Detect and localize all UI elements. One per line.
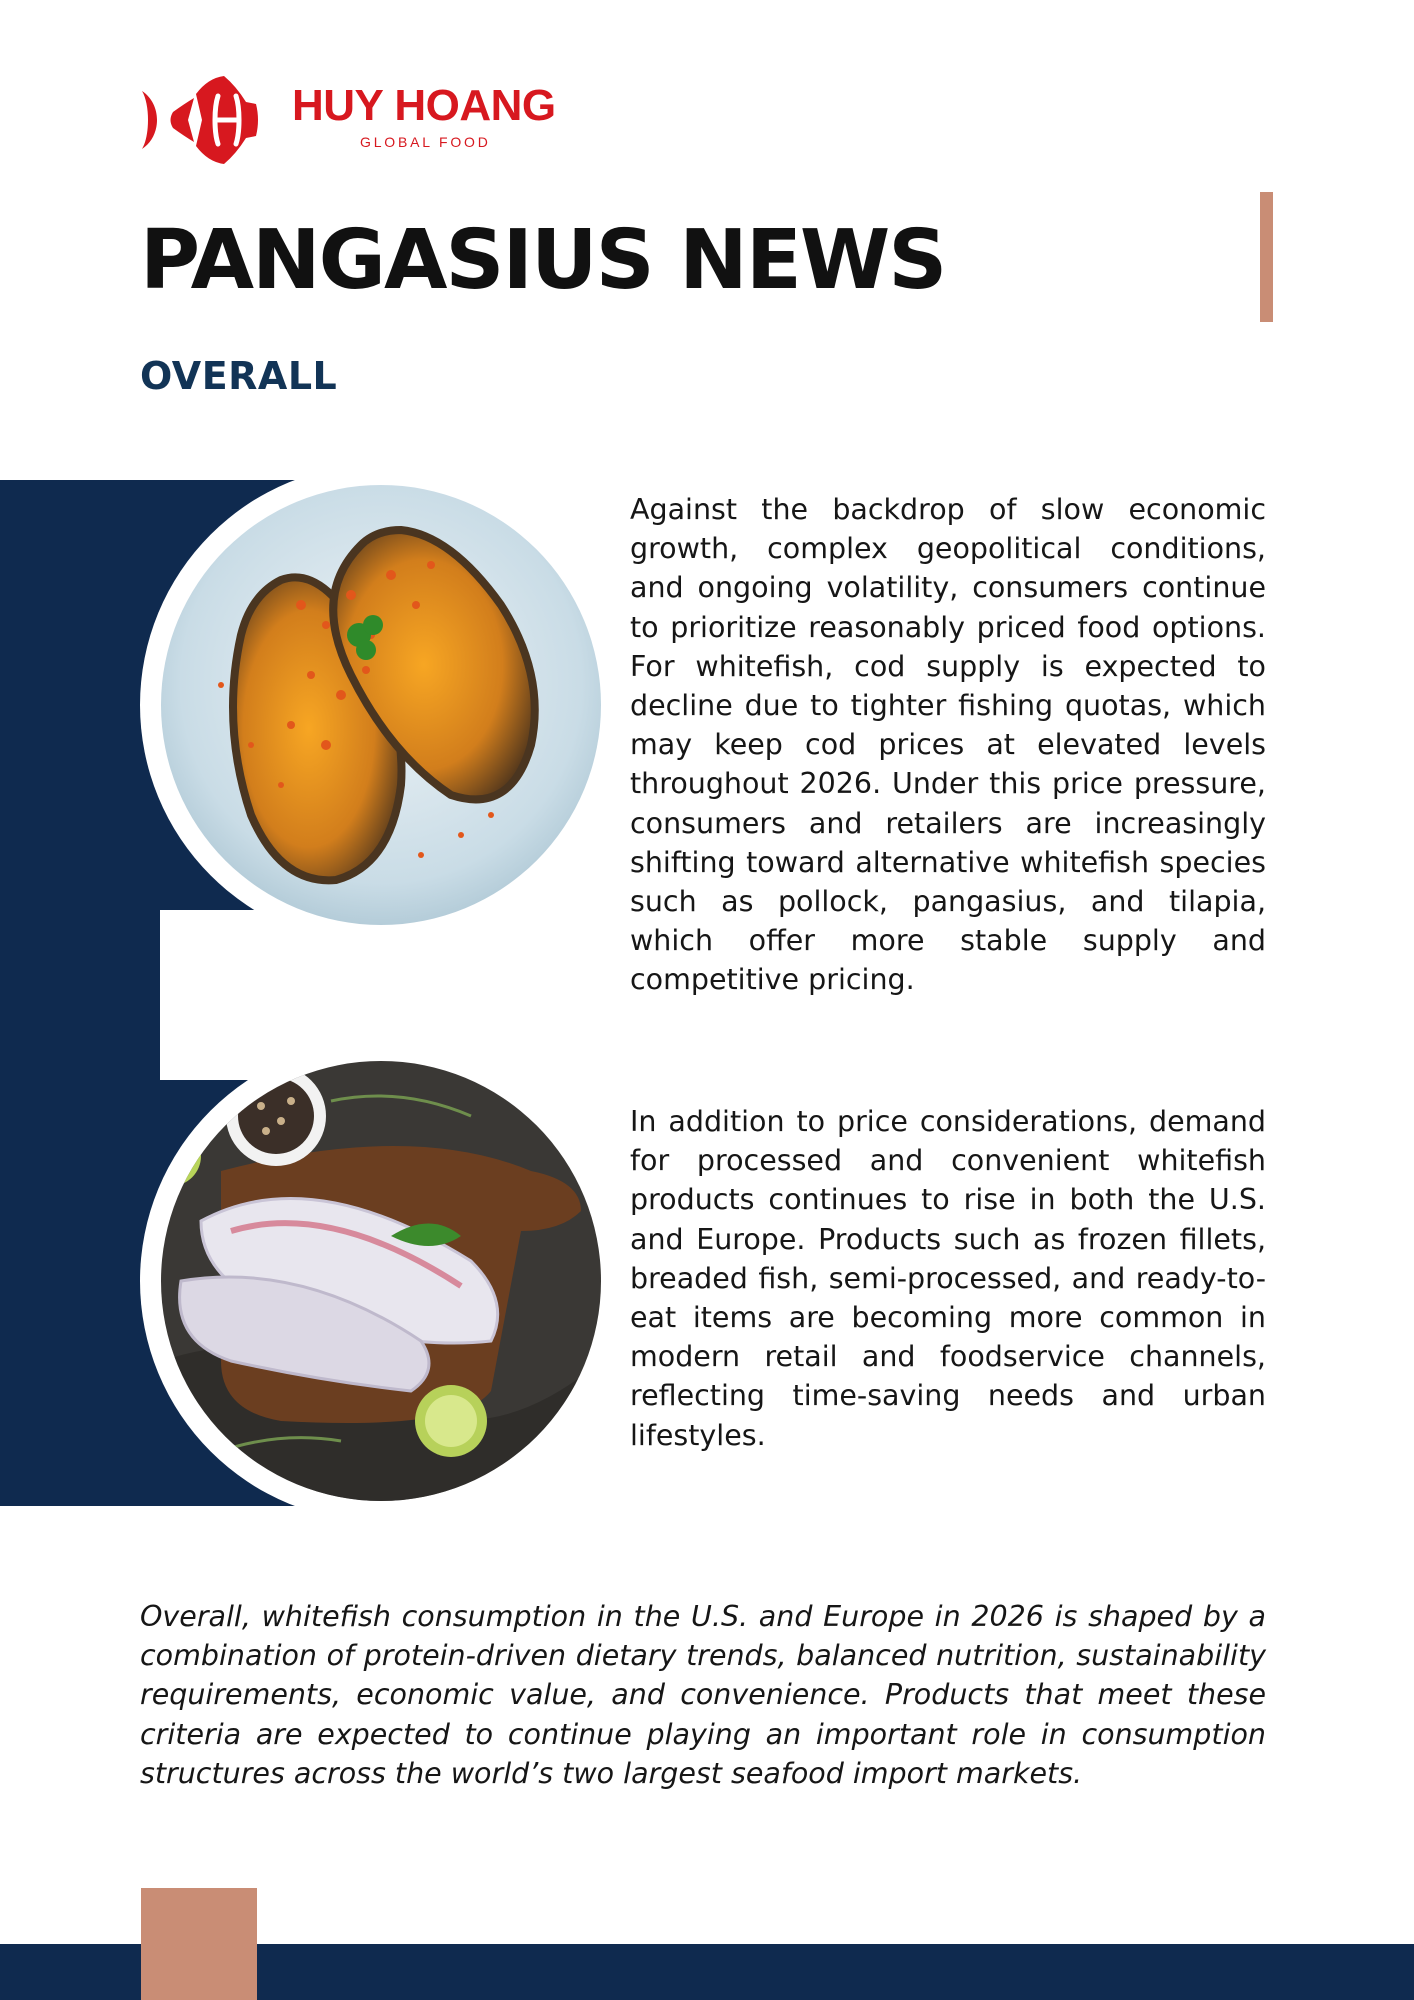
brand-name: HUY HOANG (292, 81, 556, 130)
page-title: PANGASIUS NEWS (140, 213, 946, 308)
fish-logo-icon (140, 74, 260, 166)
body-paragraph-1: Against the backdrop of slow economic growth, complex geopolitical conditions, and ongoing volatility, consumers continue to prioritize reasonably priced food options. For whitefish, cod supply is expected to decline due to tighter fishing quotas, which may keep cod prices at elevated levels throughout 2026. Under this price pressure, consumers and retailers are increasingly shifting toward alternative whitefish species such as pollock, pangasius, and tilapia, which offer more stable supply and competitive pricing. (630, 493, 1266, 997)
photo-frame-2 (140, 1040, 622, 1522)
footer-accent-block (141, 1888, 257, 2000)
body-paragraph-2: In addition to price considerations, demand for processed and convenient whitefish products continues to rise in both the U.S. and Europe. Products such as frozen fillets, breaded fish, semi-processed, and ready-to-eat items are becoming more common in modern retail and foodservice channels, reflecting time-saving needs and urban lifestyles. (630, 1105, 1266, 1452)
conclusion-paragraph: Overall, whitefish consumption in the U.S. and Europe in 2026 is shaped by a combination of protein-driven dietary trends, balanced nutrition, sustainability requirements, economic value, and convenience. Products that meet these criteria are expected to continue playing an important role in consumption structures across the world’s two largest seafood import markets. (140, 1600, 1266, 1790)
fried-fish-steaks-photo (161, 485, 601, 925)
brand-subtitle: GLOBAL FOOD (360, 134, 491, 150)
raw-fish-fillets-photo (161, 1061, 601, 1501)
section-heading: OVERALL (140, 354, 338, 398)
photo-frame-1 (140, 464, 622, 946)
navy-panel-middle (0, 900, 160, 1090)
title-accent-bar (1260, 192, 1273, 322)
